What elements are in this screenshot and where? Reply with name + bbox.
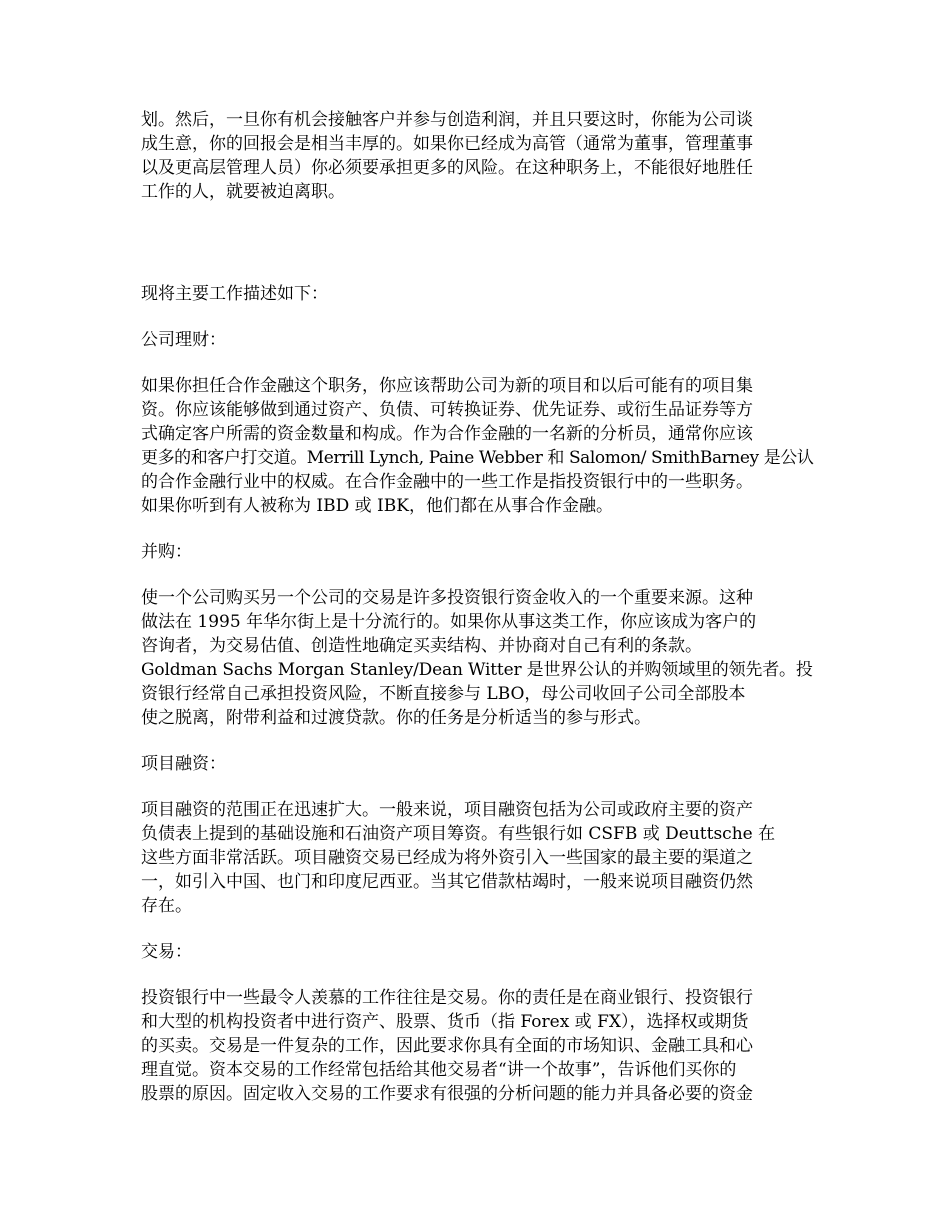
text-line: 资银行经常自己承担投资风险，不断直接参与 LBO，母公司收回子公司全部股本 xyxy=(141,684,746,704)
text-line: 资。你应该能够做到通过资产、负债、可转换证券、优先证券、或衍生品证券等方 xyxy=(141,400,753,420)
text-line: 项目融资的范围正在迅速扩大。一般来说，项目融资包括为公司或政府主要的资产 xyxy=(141,800,753,820)
text-line: 工作的人，就要被迫离职。 xyxy=(141,182,345,202)
text-line: 的买卖。交易是一件复杂的工作，因此要求你具有全面的市场知识、金融工具和心 xyxy=(141,1036,753,1056)
section-body-project-finance xyxy=(141,798,813,918)
text-line: 划。然后，一旦你有机会接触客户并参与创造利润，并且只要这时，你能为公司谈 xyxy=(141,110,753,130)
spacer xyxy=(141,518,813,540)
spacer xyxy=(141,730,813,752)
spacer xyxy=(141,918,813,940)
text-line: 成生意，你的回报会是相当丰厚的。如果你已经成为高管（通常为董事，管理董事 xyxy=(141,134,753,154)
section-heading-project-finance: 项目融资： xyxy=(141,754,226,774)
section-heading-corporate-finance: 公司理财： xyxy=(141,330,226,350)
spacer xyxy=(141,306,813,328)
section-body-trading xyxy=(141,986,813,1106)
text-line: 使之脱离，附带利益和过渡贷款。你的任务是分析适当的参与形式。 xyxy=(141,708,651,728)
text-line: 一，如引入中国、也门和印度尼西亚。当其它借款枯竭时，一般来说项目融资仍然 xyxy=(141,872,753,892)
text-line: 使一个公司购买另一个公司的交易是许多投资银行资金收入的一个重要来源。这种 xyxy=(141,588,753,608)
text-line: 这些方面非常活跃。项目融资交易已经成为将外资引入一些国家的最主要的渠道之 xyxy=(141,848,753,868)
section-body-mergers xyxy=(141,586,813,730)
section-heading-trading: 交易： xyxy=(141,942,192,962)
document-page xyxy=(141,108,813,1106)
text-line: 如果你担任合作金融这个职务，你应该帮助公司为新的项目和以后可能有的项目集 xyxy=(141,376,753,396)
text-line: 咨询者，为交易估值、创造性地确定买卖结构、并协商对自己有利的条款。 xyxy=(141,636,702,656)
section-heading-mergers: 并购： xyxy=(141,542,192,562)
spacer xyxy=(141,204,813,282)
spacer xyxy=(141,964,813,986)
spacer xyxy=(141,352,813,374)
text-line: Goldman Sachs Morgan Stanley/Dean Witter 是世界公认的并购领域里的领先者。投 xyxy=(141,660,813,680)
text-line: 更多的和客户打交道。Merrill Lynch, Paine Webber 和 Salomon/ SmithBarney 是公认 xyxy=(141,448,814,468)
section-body-corporate-finance xyxy=(141,374,813,518)
text-line: 存在。 xyxy=(141,896,192,916)
intro-paragraph xyxy=(141,108,813,204)
text-line: 式确定客户所需的资金数量和构成。作为合作金融的一名新的分析员，通常你应该 xyxy=(141,424,753,444)
text-line: 股票的原因。固定收入交易的工作要求有很强的分析问题的能力并具备必要的资金 xyxy=(141,1084,753,1104)
spacer xyxy=(141,564,813,586)
text-line: 负债表上提到的基础设施和石油资产项目筹资。有些银行如 CSFB 或 Deuttsche 在 xyxy=(141,824,776,844)
overview-heading: 现将主要工作描述如下： xyxy=(141,284,328,304)
text-line: 如果你听到有人被称为 IBD 或 IBK，他们都在从事合作金融。 xyxy=(141,496,613,516)
text-line: 以及更高层管理人员）你必须要承担更多的风险。在这种职务上，不能很好地胜任 xyxy=(141,158,753,178)
text-line: 做法在 1995 年华尔街上是十分流行的。如果你从事这类工作，你应该成为客户的 xyxy=(141,612,757,632)
text-line: 的合作金融行业中的权威。在合作金融中的一些工作是指投资银行中的一些职务。 xyxy=(141,472,753,492)
text-line: 和大型的机构投资者中进行资产、股票、货币（指 Forex 或 FX），选择权或期货 xyxy=(141,1012,749,1032)
text-line: 理直觉。资本交易的工作经常包括给其他交易者“讲一个故事”，告诉他们买你的 xyxy=(141,1060,737,1080)
text-line: 投资银行中一些最令人羡慕的工作往往是交易。你的责任是在商业银行、投资银行 xyxy=(141,988,753,1008)
spacer xyxy=(141,776,813,798)
